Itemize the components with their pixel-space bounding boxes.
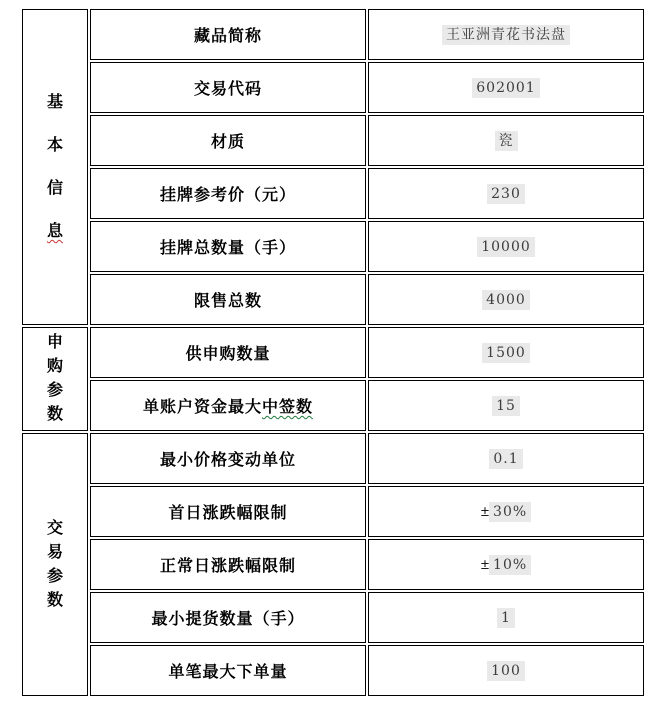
value-cell-collection-short-name xyxy=(368,9,644,60)
form-field-subscription-quantity[interactable]: 1500 xyxy=(482,343,530,363)
group-cell-basic-info xyxy=(22,9,88,325)
table-row xyxy=(22,539,644,590)
value-cell-first-day-limit xyxy=(368,486,644,537)
value-cell-trade-code xyxy=(368,62,644,113)
form-field-listing-total-quantity[interactable]: 10000 xyxy=(477,237,535,257)
group-cell-trading-params xyxy=(22,433,88,696)
value-cell-normal-day-limit xyxy=(368,539,644,590)
label-first-day-limit: 首日涨跌幅限制 xyxy=(90,486,366,537)
value-cell-material xyxy=(368,115,644,166)
value-cell-max-single-order xyxy=(368,645,644,696)
group-label-char: 数 xyxy=(46,406,63,423)
group-label-char: 信 xyxy=(46,180,63,197)
value-cell-min-price-tick xyxy=(368,433,644,484)
group-label-char: 基 xyxy=(46,94,63,111)
form-field-normal-day-limit[interactable]: 10% xyxy=(489,555,531,575)
label-listing-reference-price: 挂牌参考价（元） xyxy=(90,168,366,219)
form-field-restricted-total[interactable]: 4000 xyxy=(482,290,530,310)
form-field-max-single-order[interactable]: 100 xyxy=(487,661,525,681)
form-field-first-day-limit[interactable]: 30% xyxy=(489,502,531,522)
group-label-char: 购 xyxy=(46,358,63,375)
plus-minus-sign: ± xyxy=(480,556,490,574)
group-cell-subscription-params xyxy=(22,327,88,431)
table-row xyxy=(22,645,644,696)
label-max-winning-per-account xyxy=(90,380,366,431)
label-collection-short-name: 藏品简称 xyxy=(90,9,366,60)
group-label-char: 本 xyxy=(46,137,63,154)
group-label-char: 参 xyxy=(46,382,63,399)
label-trade-code: 交易代码 xyxy=(90,62,366,113)
table-row xyxy=(22,327,644,378)
table-row xyxy=(22,486,644,537)
label-subscription-quantity: 供申购数量 xyxy=(90,327,366,378)
form-field-material[interactable]: 瓷 xyxy=(495,131,518,151)
group-label-char: 交 xyxy=(46,519,63,537)
label-listing-total-quantity: 挂牌总数量（手） xyxy=(90,221,366,272)
group-label-char-spellchecked: 息 xyxy=(46,223,63,240)
group-label-char: 申 xyxy=(46,334,63,351)
plus-minus-sign: ± xyxy=(480,503,490,521)
label-material: 材质 xyxy=(90,115,366,166)
group-label-char: 数 xyxy=(46,591,63,609)
value-cell-max-winning-per-account xyxy=(368,380,644,431)
group-label-char: 易 xyxy=(46,543,63,561)
label-min-price-tick: 最小价格变动单位 xyxy=(90,433,366,484)
table-row xyxy=(22,221,644,272)
label-text: 单账户资金最大 xyxy=(142,399,262,416)
table-row xyxy=(22,274,644,325)
table-row xyxy=(22,9,644,60)
group-label-basic-info xyxy=(23,81,87,253)
value-cell-listing-total-quantity xyxy=(368,221,644,272)
group-label-subscription-params xyxy=(23,331,87,427)
form-field-min-price-tick[interactable]: 0.1 xyxy=(489,449,522,469)
table-row xyxy=(22,433,644,484)
table-row xyxy=(22,62,644,113)
table-row xyxy=(22,380,644,431)
form-field-listing-reference-price[interactable]: 230 xyxy=(487,184,525,204)
form-field-min-delivery-quantity[interactable]: 1 xyxy=(497,608,515,628)
label-normal-day-limit: 正常日涨跌幅限制 xyxy=(90,539,366,590)
group-label-trading-params xyxy=(23,517,87,613)
label-restricted-total: 限售总数 xyxy=(90,274,366,325)
table-row xyxy=(22,115,644,166)
label-max-single-order: 单笔最大下单量 xyxy=(90,645,366,696)
value-cell-subscription-quantity xyxy=(368,327,644,378)
label-min-delivery-quantity: 最小提货数量（手） xyxy=(90,592,366,643)
form-field-trade-code[interactable]: 602001 xyxy=(472,78,539,98)
value-cell-listing-reference-price xyxy=(368,168,644,219)
value-cell-restricted-total xyxy=(368,274,644,325)
collection-spec-table xyxy=(20,7,646,698)
label-text-grammar-checked: 中签数 xyxy=(262,399,314,416)
form-field-max-winning-per-account[interactable]: 15 xyxy=(492,396,520,416)
group-label-char: 参 xyxy=(46,567,63,585)
value-cell-min-delivery-quantity xyxy=(368,592,644,643)
table-row xyxy=(22,592,644,643)
table-row xyxy=(22,168,644,219)
form-field-collection-short-name[interactable]: 王亚洲青花书法盘 xyxy=(442,25,570,45)
